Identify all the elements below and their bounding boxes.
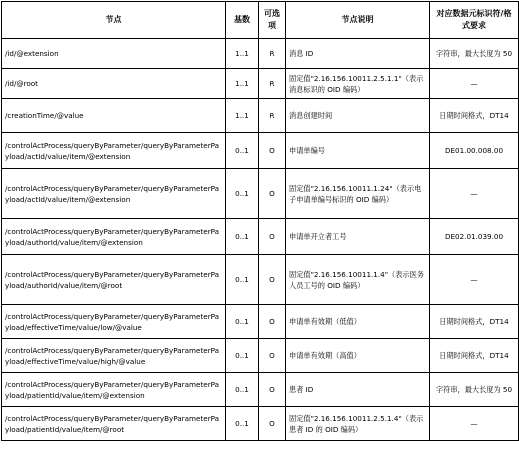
table-row bbox=[2, 407, 519, 441]
cell-description: 消息 ID bbox=[286, 39, 430, 69]
cell-format: 日期时间格式，DT14 bbox=[430, 305, 519, 339]
cell-description: 申请单开立者工号 bbox=[286, 219, 430, 255]
cell-optional: O bbox=[259, 219, 286, 255]
table-row bbox=[2, 39, 519, 69]
cell-node: /controlActProcess/queryByParameter/queryByParameterPayload/actId/value/item/@extension bbox=[2, 133, 226, 169]
cell-format: 日期时间格式，DT14 bbox=[430, 99, 519, 133]
cell-node: /controlActProcess/queryByParameter/queryByParameterPayload/authorId/value/item/@root bbox=[2, 255, 226, 305]
cell-format: DE02.01.039.00 bbox=[430, 219, 519, 255]
header-node: 节点 bbox=[2, 2, 226, 39]
cell-node: /controlActProcess/queryByParameter/queryByParameterPayload/effectiveTime/value/high/@value bbox=[2, 339, 226, 373]
table-body bbox=[2, 39, 519, 441]
cell-cardinality: 0..1 bbox=[226, 133, 259, 169]
cell-description: 固定值"2.16.156.10011.2.5.1.1"（表示消息标识的 OID 编码） bbox=[286, 69, 430, 99]
cell-node: /id/@root bbox=[2, 69, 226, 99]
cell-cardinality: 0..1 bbox=[226, 373, 259, 407]
cell-optional: O bbox=[259, 373, 286, 407]
cell-optional: O bbox=[259, 133, 286, 169]
cell-optional: O bbox=[259, 339, 286, 373]
cell-cardinality: 1..1 bbox=[226, 69, 259, 99]
table-row bbox=[2, 169, 519, 219]
cell-cardinality: 0..1 bbox=[226, 255, 259, 305]
cell-description: 固定值"2.16.156.10011.2.5.1.4"（表示患者 ID 的 OID 编码） bbox=[286, 407, 430, 441]
cell-node: /controlActProcess/queryByParameter/queryByParameterPayload/authorId/value/item/@extension bbox=[2, 219, 226, 255]
cell-cardinality: 0..1 bbox=[226, 339, 259, 373]
header-optional: 可选项 bbox=[259, 2, 286, 39]
table-row bbox=[2, 255, 519, 305]
cell-optional: O bbox=[259, 305, 286, 339]
cell-cardinality: 1..1 bbox=[226, 39, 259, 69]
cell-description: 固定值"2.16.156.10011.1.4"（表示医务人员工号的 OID 编码） bbox=[286, 255, 430, 305]
cell-cardinality: 0..1 bbox=[226, 169, 259, 219]
cell-node: /id/@extension bbox=[2, 39, 226, 69]
cell-format: 字符串，最大长度为 50 bbox=[430, 39, 519, 69]
cell-optional: O bbox=[259, 169, 286, 219]
cell-optional: R bbox=[259, 39, 286, 69]
cell-node: /controlActProcess/queryByParameter/queryByParameterPayload/effectiveTime/value/low/@value bbox=[2, 305, 226, 339]
cell-description: 患者 ID bbox=[286, 373, 430, 407]
cell-description: 申请单编号 bbox=[286, 133, 430, 169]
cell-description: 申请单有效期（低值） bbox=[286, 305, 430, 339]
table-header-row bbox=[2, 2, 519, 39]
cell-format: — bbox=[430, 255, 519, 305]
table-row bbox=[2, 99, 519, 133]
cell-format: — bbox=[430, 169, 519, 219]
cell-cardinality: 0..1 bbox=[226, 219, 259, 255]
cell-description: 固定值"2.16.156.10011.1.24"（表示电子申请单编号标识的 OID 编码） bbox=[286, 169, 430, 219]
table-row bbox=[2, 133, 519, 169]
cell-format: 字符串，最大长度为 50 bbox=[430, 373, 519, 407]
table-row bbox=[2, 219, 519, 255]
table-row bbox=[2, 69, 519, 99]
header-description: 节点说明 bbox=[286, 2, 430, 39]
cell-cardinality: 0..1 bbox=[226, 407, 259, 441]
cell-format: DE01.00.008.00 bbox=[430, 133, 519, 169]
table-row bbox=[2, 305, 519, 339]
cell-description: 消息创建时间 bbox=[286, 99, 430, 133]
cell-cardinality: 0..1 bbox=[226, 305, 259, 339]
spec-table bbox=[1, 1, 519, 441]
cell-node: /controlActProcess/queryByParameter/queryByParameterPayload/patientId/value/item/@root bbox=[2, 407, 226, 441]
cell-optional: R bbox=[259, 69, 286, 99]
table-row bbox=[2, 339, 519, 373]
cell-node: /creationTime/@value bbox=[2, 99, 226, 133]
table-row bbox=[2, 373, 519, 407]
cell-format: 日期时间格式，DT14 bbox=[430, 339, 519, 373]
header-cardinality: 基数 bbox=[226, 2, 259, 39]
cell-optional: O bbox=[259, 407, 286, 441]
cell-optional: R bbox=[259, 99, 286, 133]
cell-optional: O bbox=[259, 255, 286, 305]
cell-description: 申请单有效期（高值） bbox=[286, 339, 430, 373]
cell-cardinality: 1..1 bbox=[226, 99, 259, 133]
cell-format: — bbox=[430, 69, 519, 99]
cell-node: /controlActProcess/queryByParameter/queryByParameterPayload/patientId/value/item/@extension bbox=[2, 373, 226, 407]
cell-node: /controlActProcess/queryByParameter/queryByParameterPayload/actId/value/item/@extension bbox=[2, 169, 226, 219]
cell-format: — bbox=[430, 407, 519, 441]
header-format: 对应数据元标识符/格式要求 bbox=[430, 2, 519, 39]
